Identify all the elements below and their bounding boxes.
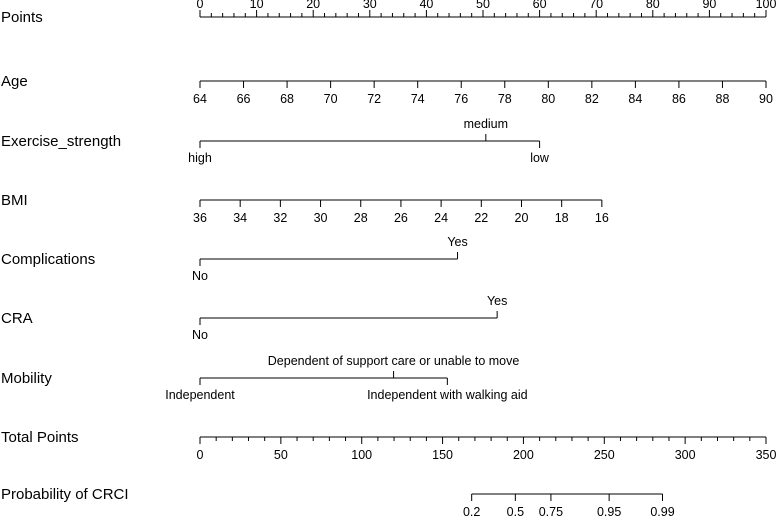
bmi-tick-label: 24: [434, 211, 449, 225]
total-points-tick-label: 300: [674, 448, 696, 462]
row-label-total-points: Total Points: [1, 429, 79, 446]
total-points-tick-label: 100: [351, 448, 373, 462]
row-label-cra: CRA: [1, 310, 33, 327]
probability-of-crci-tick-label: 0.2: [462, 505, 481, 517]
exercise-strength-level-label: low: [530, 151, 549, 165]
exercise-strength-level-label: medium: [463, 117, 509, 131]
age-tick-label: 80: [541, 92, 556, 106]
bmi-tick-label: 32: [273, 211, 288, 225]
row-label-complications: Complications: [1, 251, 96, 268]
bmi-tick-label: 28: [353, 211, 368, 225]
age-tick-label: 90: [759, 92, 773, 106]
age-tick-label: 68: [280, 92, 295, 106]
bmi-tick-label: 16: [594, 211, 609, 225]
total-points-tick-label: 350: [755, 448, 777, 462]
points-tick-label: 30: [362, 0, 377, 11]
total-points-tick-label: 50: [273, 448, 288, 462]
age-tick-label: 72: [367, 92, 382, 106]
age-tick-label: 82: [584, 92, 599, 106]
total-points-tick-label: 200: [512, 448, 534, 462]
points-tick-label: 80: [645, 0, 660, 11]
row-label-bmi: BMI: [1, 192, 28, 209]
probability-of-crci-tick-label: 0.99: [650, 505, 675, 517]
row-label-points: Points: [1, 9, 43, 26]
age-tick-label: 88: [715, 92, 730, 106]
bmi-tick-label: 36: [193, 211, 207, 225]
bmi-tick-label: 22: [474, 211, 489, 225]
points-tick-label: 100: [755, 0, 777, 11]
mobility-level-label: Independent: [165, 388, 235, 402]
points-tick-label: 60: [532, 0, 547, 11]
age-tick-label: 64: [193, 92, 207, 106]
bmi-tick-label: 18: [554, 211, 569, 225]
total-points-tick-label: 0: [196, 448, 204, 462]
mobility-level-label: Dependent of support care or unable to move: [267, 354, 520, 368]
points-tick-label: 50: [476, 0, 490, 11]
age-tick-label: 66: [236, 92, 251, 106]
bmi-tick-label: 30: [313, 211, 328, 225]
bmi-tick-label: 34: [233, 211, 248, 225]
complications-level-label: No: [192, 269, 208, 283]
points-tick-label: 20: [306, 0, 321, 11]
row-label-mobility: Mobility: [1, 370, 52, 387]
age-tick-label: 78: [497, 92, 512, 106]
bmi-tick-label: 26: [393, 211, 408, 225]
age-tick-label: 84: [628, 92, 643, 106]
total-points-tick-label: 150: [432, 448, 454, 462]
row-label-exercise-strength: Exercise_strength: [1, 133, 122, 150]
exercise-strength-level-label: high: [188, 151, 212, 165]
cra-level-label: No: [192, 328, 208, 342]
probability-of-crci-tick-label: 0.5: [506, 505, 525, 517]
points-tick-label: 40: [419, 0, 434, 11]
probability-of-crci-tick-label: 0.75: [538, 505, 564, 517]
total-points-tick-label: 250: [593, 448, 615, 462]
points-tick-label: 70: [589, 0, 604, 11]
points-tick-label: 0: [196, 0, 204, 11]
row-label-age: Age: [1, 73, 28, 90]
age-tick-label: 86: [671, 92, 686, 106]
age-tick-label: 74: [410, 92, 425, 106]
probability-of-crci-tick-label: 0.95: [596, 505, 622, 517]
mobility-level-label: Independent with walking aid: [367, 388, 528, 402]
row-label-probability-of-crci: Probability of CRCI: [1, 486, 129, 503]
age-tick-label: 76: [454, 92, 469, 106]
cra-level-label: Yes: [486, 294, 508, 308]
age-tick-label: 70: [323, 92, 338, 106]
bmi-tick-label: 20: [514, 211, 529, 225]
complications-level-label: Yes: [447, 235, 468, 249]
points-tick-label: 90: [702, 0, 717, 11]
points-tick-label: 10: [249, 0, 264, 11]
